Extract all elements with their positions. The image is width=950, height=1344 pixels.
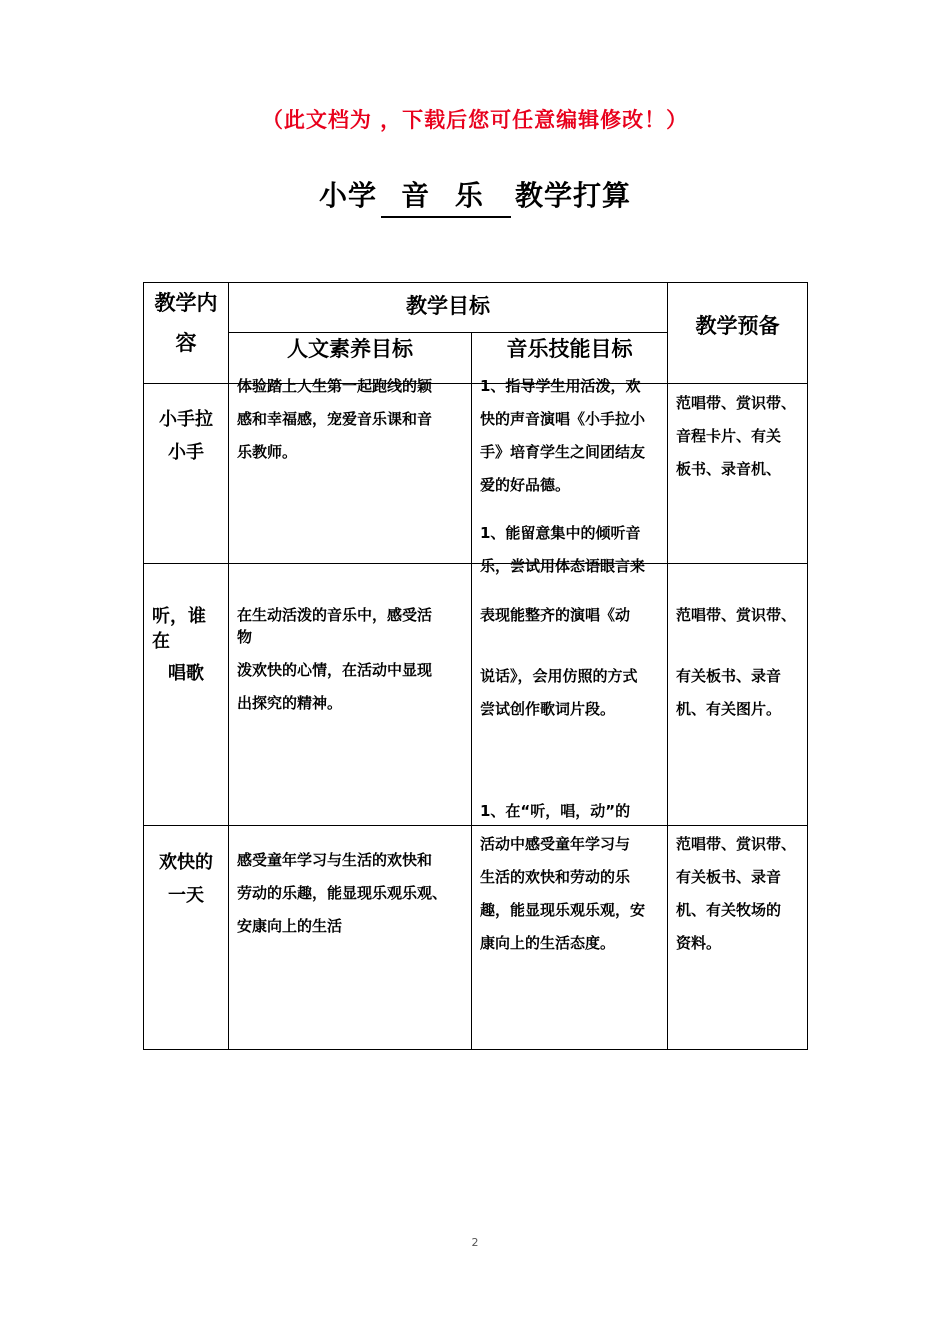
row-2-skill <box>480 600 666 726</box>
row-2-title-line2: 唱歌 <box>168 663 204 684</box>
row-2-title-line1b: 在 <box>152 631 170 652</box>
title-subject: 音 乐 <box>381 174 511 218</box>
row-3-prep <box>676 828 806 960</box>
row-1-prep-line: 音程卡片、有关 <box>676 427 782 445</box>
page-title <box>0 174 950 218</box>
row-2-human <box>237 604 469 720</box>
row-1-prep-line: 范唱带、赏识带、 <box>676 394 797 412</box>
header-human-goals: 人文素养目标 <box>287 337 413 361</box>
header-goals: 教学目标 <box>406 294 490 318</box>
row-2-title <box>144 604 228 694</box>
row-1-human-line: 体验踏上人生第一起跑线的颖 <box>237 377 433 395</box>
row-1-skill-line: 手》培育学生之间团结友 <box>480 443 646 461</box>
header-prep: 教学预备 <box>695 314 780 338</box>
row-1-title-line1: 小手拉 <box>159 409 213 430</box>
row-1-skill <box>480 370 666 502</box>
row-3-title <box>144 846 228 912</box>
header-content-line1: 教学内 <box>154 291 218 315</box>
row-1-skill-extra-line: 乐，尝试用体态语眼言来 <box>480 557 646 575</box>
row-1-skill-extra <box>480 517 666 583</box>
row-2-prep-line: 范唱带、赏识带、 <box>676 606 797 624</box>
row-2-human-line: 泼欢快的心情，在活动中显现 <box>237 661 433 679</box>
row-2-skill-line: 尝试创作歌词片段。 <box>480 700 616 718</box>
row-3-human-line: 感受童年学习与生活的欢快和 <box>237 851 433 869</box>
row-3-prep-line: 有关板书、录音 <box>676 868 782 886</box>
row-3-title-line2: 一天 <box>168 885 204 906</box>
row-1-title-line2: 小手 <box>168 442 204 463</box>
row-3-human-line: 安康向上的生活 <box>237 917 343 935</box>
row-3-skill-line: 活动中感受童年学习与 <box>480 835 631 853</box>
title-prefix: 小学 <box>318 179 377 212</box>
row-3-title-line1: 欢快的 <box>159 852 213 873</box>
row-1-human <box>237 370 469 469</box>
row-2-human-line: 出探究的精神。 <box>237 694 343 712</box>
row-2-skill-extra-line: 1、在“听，唱，动”的 <box>480 802 631 820</box>
row-2-title-line1: 听，谁 <box>152 606 206 627</box>
row-1-human-line: 乐教师。 <box>237 443 298 461</box>
row-2-prep-line: 有关板书、录音 <box>676 667 782 685</box>
row-1-skill-extra-line: 1、能留意集中的倾听音 <box>480 524 641 542</box>
header-content-line2: 容 <box>175 331 197 355</box>
row-3-prep-line: 机、有关牧场的 <box>676 901 782 919</box>
row-1-title <box>144 403 228 469</box>
row-2-human-line: 物 <box>237 628 253 646</box>
row-2-human-line: 在生动活泼的音乐中，感受活 <box>237 606 433 624</box>
row-1-prep <box>676 387 806 486</box>
row-1-skill-line: 快的声音演唱《小手拉小 <box>480 410 646 428</box>
header-content <box>144 283 228 383</box>
row-3-skill-line: 康向上的生活态度。 <box>480 934 616 952</box>
row-1-skill-line: 1、指导学生用活泼，欢 <box>480 377 641 395</box>
row-3-prep-line: 范唱带、赏识带、 <box>676 835 797 853</box>
row-3-human-line: 劳动的乐趣，能显现乐观乐观、 <box>237 884 448 902</box>
row-1-human-line: 感和幸福感，宠爱音乐课和音 <box>237 410 433 428</box>
row-2-skill-extra <box>480 795 666 828</box>
row-2-skill-line: 表现能整齐的演唱《动 <box>480 606 631 624</box>
row-3-prep-line: 资料。 <box>676 934 722 952</box>
row-2-prep <box>676 600 806 726</box>
edit-notice: （此文档为 ，下载后您可任意编辑修改！） <box>261 108 689 132</box>
row-1-skill-line: 爱的好品德。 <box>480 476 571 494</box>
row-3-skill <box>480 828 666 960</box>
header-skill-goals: 音乐技能目标 <box>506 337 633 361</box>
row-3-skill-line: 趣，能显现乐观乐观，安 <box>480 901 646 919</box>
row-3-skill-line: 生活的欢快和劳动的乐 <box>480 868 631 886</box>
row-3-human <box>237 844 469 943</box>
row-1-prep-line: 板书、录音机、 <box>676 460 782 478</box>
title-suffix: 教学打算 <box>515 179 632 212</box>
row-2-skill-line: 说话》，会用仿照的方式 <box>480 667 638 685</box>
row-2-prep-line: 机、有关图片。 <box>676 700 782 718</box>
page-number: 2 <box>471 1236 479 1249</box>
